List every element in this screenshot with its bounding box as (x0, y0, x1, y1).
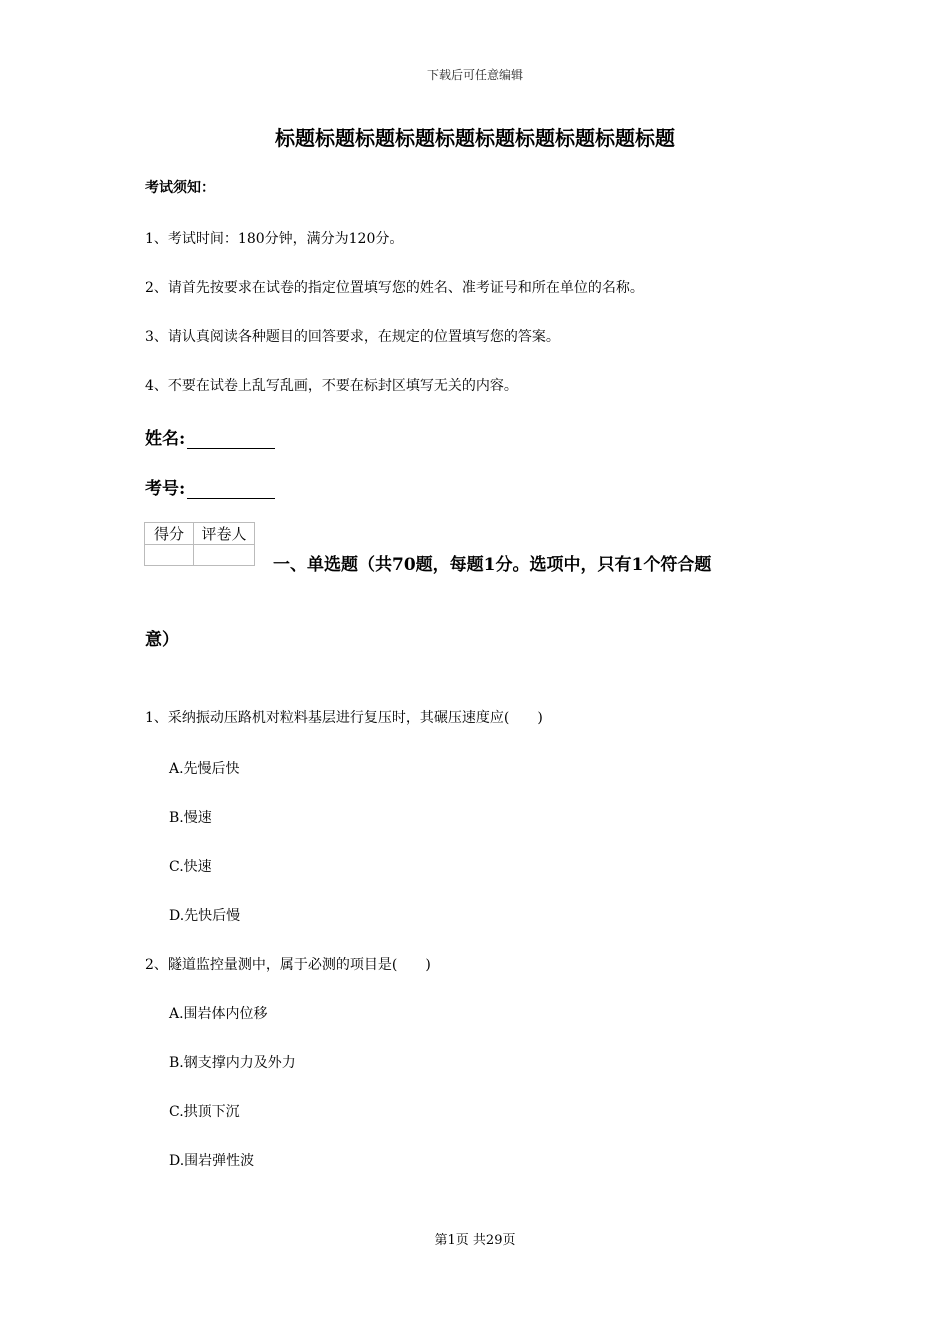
option: D.围岩弹性波 (169, 1153, 255, 1169)
score-cell[interactable] (145, 545, 194, 566)
option: A.围岩体内位移 (169, 1006, 268, 1022)
document-title: 标题标题标题标题标题标题标题标题标题标题 (275, 126, 675, 150)
option: C.快速 (169, 859, 212, 875)
option: A.先慢后快 (169, 761, 240, 777)
section-title-continued: 意） (145, 630, 179, 650)
notice-rule: 1、考试时间：180分钟，满分为120分。 (145, 231, 404, 247)
section-title: 一、单选题（共70题，每题1分。选项中，只有1个符合题 (273, 555, 712, 575)
name-label: 姓名: (145, 429, 186, 449)
name-field[interactable] (145, 424, 275, 449)
header-note: 下载后可任意编辑 (426, 68, 523, 82)
id-field[interactable] (145, 474, 275, 499)
grader-cell[interactable] (194, 545, 255, 566)
id-label: 考号: (145, 479, 186, 499)
option: D.先快后慢 (169, 908, 241, 924)
score-table (144, 522, 255, 566)
grader-header: 评卷人 (194, 523, 255, 545)
name-blank[interactable] (187, 430, 275, 449)
score-header: 得分 (145, 523, 194, 545)
question-stem: 1、采纳振动压路机对粒料基层进行复压时，其碾压速度应( ) (145, 710, 543, 726)
page-number: 第1页 共29页 (434, 1233, 516, 1248)
question-stem: 2、隧道监控量测中，属于必测的项目是( ) (145, 957, 431, 973)
option: C.拱顶下沉 (169, 1104, 240, 1120)
option: B.慢速 (169, 810, 212, 826)
notice-rule: 3、请认真阅读各种题目的回答要求，在规定的位置填写您的答案。 (145, 329, 560, 345)
option: B.钢支撑内力及外力 (169, 1055, 296, 1071)
notice-heading: 考试须知： (145, 180, 215, 196)
notice-rule: 2、请首先按要求在试卷的指定位置填写您的姓名、准考证号和所在单位的名称。 (145, 280, 644, 296)
notice-rule: 4、不要在试卷上乱写乱画，不要在标封区填写无关的内容。 (145, 378, 518, 394)
id-blank[interactable] (187, 480, 275, 499)
